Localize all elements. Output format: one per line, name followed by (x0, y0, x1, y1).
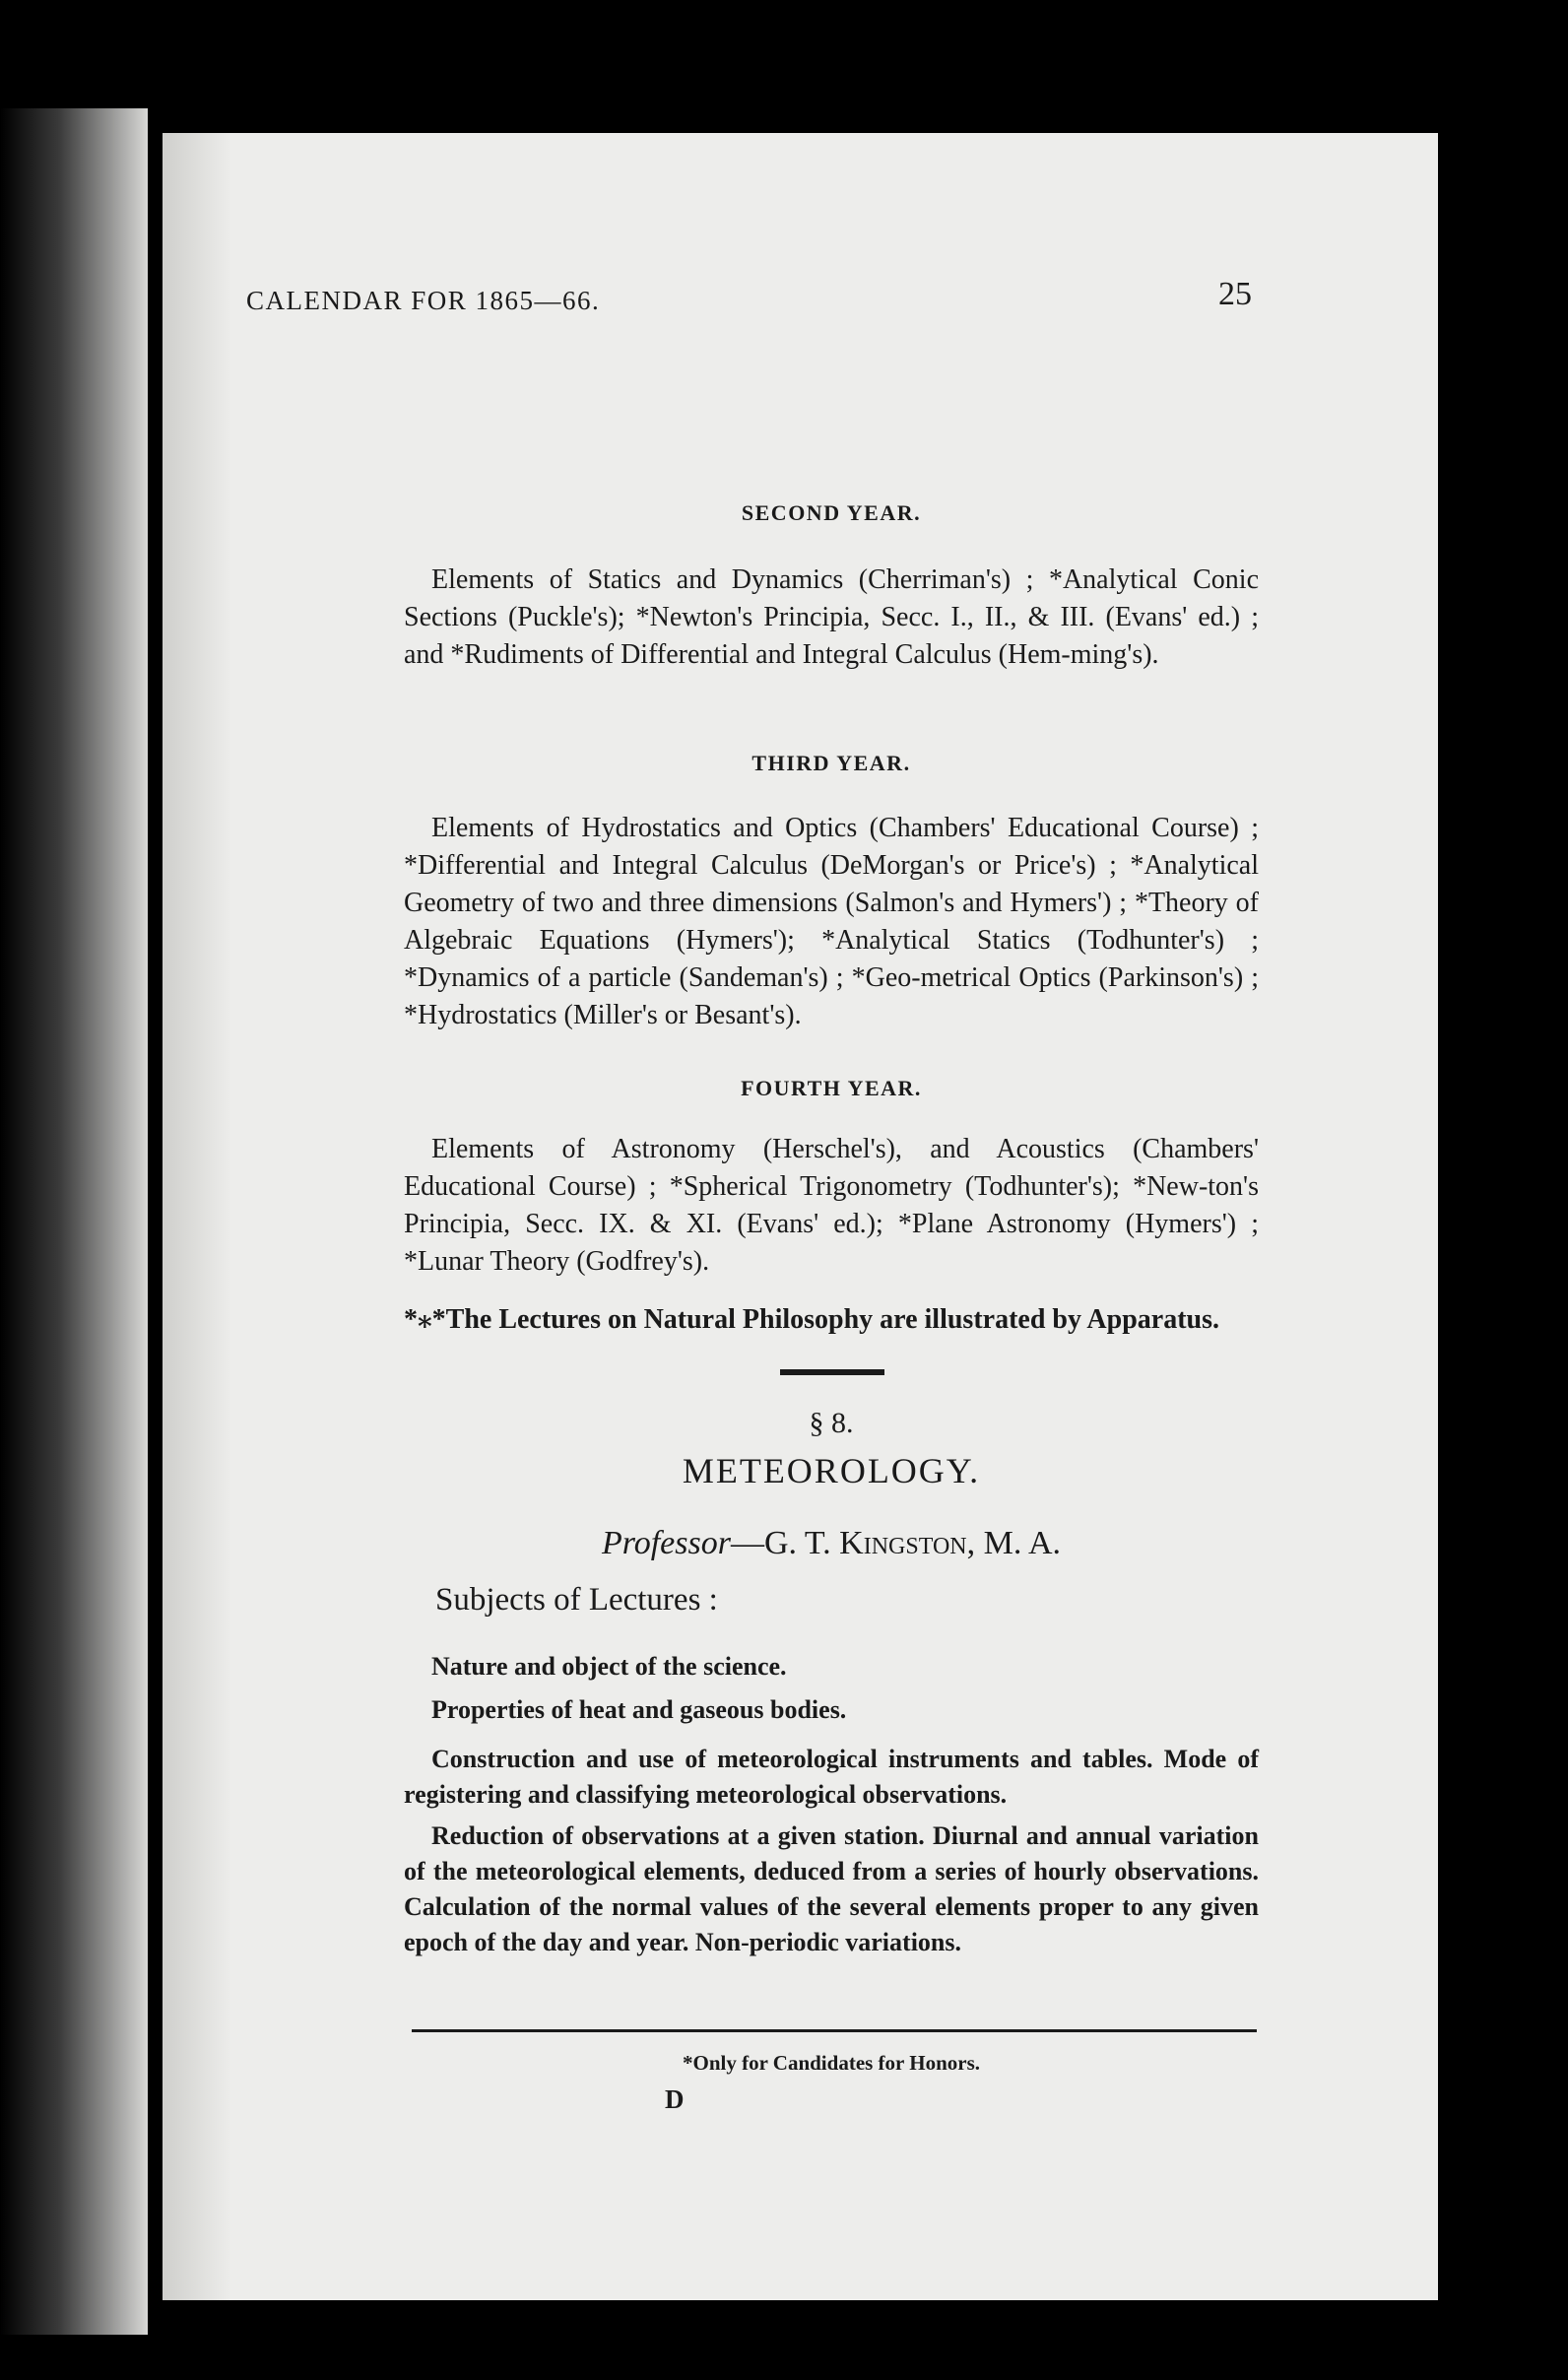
fourth-year-heading: FOURTH YEAR. (741, 1076, 922, 1100)
section-divider (780, 1369, 884, 1375)
spine-shadow (163, 133, 231, 2300)
footnote: *Only for Candidates for Honors. (683, 2051, 980, 2075)
lecture-item: Nature and object of the science. (431, 1652, 787, 1681)
section-title: METEOROLOGY. (682, 1451, 981, 1490)
lecture-item: Reduction of observations at a given station. Diurnal and annual variation of the meteorological elements, deduced from a series of hourly observations. Calculation of the normal values of the several elements proper to any given epoch of the day and year. Non-periodic variations. (404, 1821, 1259, 1956)
third-year-text: Elements of Hydrostatics and Optics (Chambers' Educational Course) ; *Differential and Integral Calculus (DeMorgan's or Price's) ; *Analytical Geometry of two and three dimensions (Salmon's and Hymers') ; *Theory of Algebraic Equations (Hymers'); *Analytical Statics (Todhunter's) ; *Dynamics of a particle (Sandeman's) ; *Geo-metrical Optics (Parkinson's) ; *Hydrostatics (Miller's or Besant's). (404, 813, 1259, 1030)
footnote-rule (412, 2029, 1257, 2032)
book-spine-edge (0, 108, 148, 2335)
second-year-text: Elements of Statics and Dynamics (Cherriman's) ; *Analytical Conic Sections (Puckle's); *Newton's Principia, Secc. I., II., & III. (Evans' ed.) ; and *Rudiments of Differential and Integral Calculus (Hem-ming's). (404, 564, 1259, 670)
fourth-year-text: Elements of Astronomy (Herschel's), and Acoustics (Chambers' Educational Course) ; *Spherical Trigonometry (Todhunter's); *New-ton's Principia, Secc. IX. & XI. (Evans' ed.); *Plane Astronomy (Hymers') ; *Lunar Theory (Godfrey's). (404, 1134, 1259, 1277)
professor-name: —G. T. Kingston, M. A. (730, 1525, 1062, 1561)
subjects-label: Subjects of Lectures : (435, 1582, 718, 1618)
third-year-heading: THIRD YEAR. (751, 751, 911, 775)
second-year-heading: SECOND YEAR. (741, 500, 922, 525)
signature-mark: D (665, 2084, 685, 2114)
lecture-item: Construction and use of meteorological instruments and tables. Mode of registering and classifying meteorological observations. (404, 1745, 1259, 1809)
page-number: 25 (1218, 276, 1252, 312)
section-number: § 8. (809, 1407, 854, 1439)
professor-line (404, 1525, 1259, 1562)
professor-role: Professor (601, 1525, 731, 1561)
running-head: CALENDAR FOR 1865—66. (246, 286, 601, 315)
lecture-item: Properties of heat and gaseous bodies. (431, 1695, 847, 1724)
apparatus-note: *⁎*The Lectures on Natural Philosophy are illustrated by Apparatus. (404, 1304, 1220, 1335)
